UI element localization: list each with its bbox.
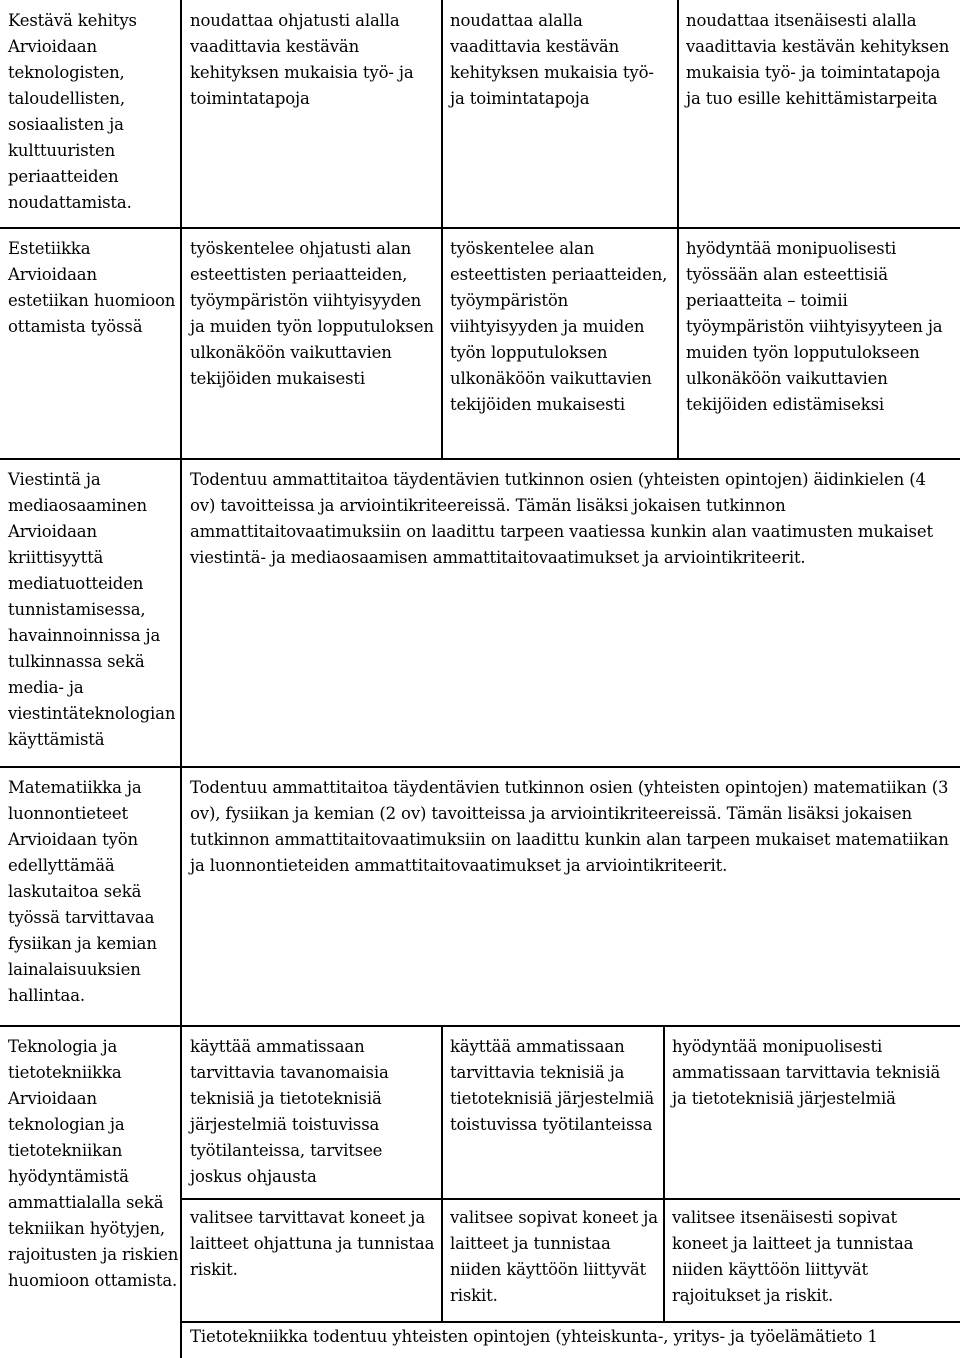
criteria-kiitettava: valitsee itsenäisesti sopivat koneet ja laitteet ja tunnistaa niiden käyttöön liittyvät rajoitukset ja riskit.: [672, 1208, 914, 1305]
area-description: Arvioidaan teknologian ja tietotekniikan hyödyntämistä ammattialalla sekä tekniikan hyötyjen, rajoitusten ja riskien huomioon ottamista.: [8, 1089, 179, 1290]
column-divider: [441, 1027, 443, 1323]
row-divider: [182, 1321, 960, 1323]
row-divider: [182, 1198, 960, 1200]
area-title: Viestintä ja mediaosaaminen: [8, 470, 148, 515]
row-divider: [0, 227, 960, 229]
criteria-tyydyttava: noudattaa ohjatusti alalla vaadittavia kestävän kehityksen mukaisia työ- ja toimintatapoja: [190, 11, 414, 108]
row-divider: [0, 1025, 960, 1027]
area-description: Arvioidaan teknologisten, taloudellisten, sosiaalisten ja kulttuuristen periaatteiden noudattamista.: [8, 37, 132, 212]
matematiikka-note: Todentuu ammattitaitoa täydentävien tutkinnon osien (yhteisten opintojen) matematiikan (3 ov), fysiikan ja kemian (2 ov) tavoitteissa ja arviointikriteereissä. Tämän lisäksi jokaisen tutkinnon ammattitaitovaatimuksiin on laadittu kunkin alan tarpeen mukaiset matematiikan ja luonnontieteiden ammattitaitovaatimukset ja arviointikriteerit.: [190, 778, 949, 875]
area-cell-kestava-kehitys: [8, 8, 180, 216]
criteria-kiitettava: hyödyntää monipuolisesti työssään alan esteettisiä periaatteita – toimii työympäristön viihtyisyyteen ja muiden työn lopputulokseen ulkonäköön vaikuttavien tekijöiden edistämiseksi: [686, 239, 943, 414]
criteria-kiitettava: hyödyntää monipuolisesti ammatissaan tarvittavia teknisiä ja tietoteknisiä järjestelmiä: [672, 1037, 941, 1108]
column-divider: [180, 0, 182, 1358]
criteria-hyva: noudattaa alalla vaadittavia kestävän kehityksen mukaisia työ- ja toimintatapoja: [450, 11, 654, 108]
criteria-hyva: työskentelee alan esteettisten periaatteiden, työympäristön viihtyisyyden ja muiden työn lopputuloksen ulkonäköön vaikuttavien tekijöiden mukaisesti: [450, 239, 668, 414]
area-description: Arvioidaan kriittisyyttä mediatuotteiden tunnistamisessa, havainnoinnissa ja tulkinnassa sekä media- ja viestintäteknologian käyttämistä: [8, 522, 176, 749]
criteria-hyva: käyttää ammatissaan tarvittavia teknisiä ja tietoteknisiä järjestelmiä toistuvissa työtilanteissa: [450, 1037, 655, 1134]
area-title: Teknologia ja tietotekniikka: [8, 1037, 122, 1082]
criteria-tyydyttava: työskentelee ohjatusti alan esteettisten periaatteiden, työympäristön viihtyisyyden ja muiden työn lopputuloksen ulkonäköön vaikuttavien tekijöiden mukaisesti: [190, 239, 434, 388]
area-cell-viestinta: [8, 467, 180, 753]
teknologia-note: Tietotekniikka todentuu yhteisten opintojen (yhteiskunta-, yritys- ja työelämätieto 1: [190, 1327, 878, 1346]
area-cell-estetiikka: [8, 236, 180, 340]
criteria-tyydyttava: valitsee tarvittavat koneet ja laitteet ohjattuna ja tunnistaa riskit.: [190, 1208, 435, 1279]
criteria-tyydyttava: käyttää ammatissaan tarvittavia tavanomaisia teknisiä ja tietoteknisiä järjestelmiä toistuvissa työtilanteissa, tarvitsee joskus ohjausta: [190, 1037, 389, 1186]
area-title: Kestävä kehitys: [8, 11, 137, 30]
area-description: Arvioidaan työn edellyttämää laskutaitoa sekä työssä tarvittavaa fysiikan ja kemian lainalaisuuksien hallintaa.: [8, 830, 157, 1005]
column-divider: [677, 0, 679, 460]
viestinta-note: Todentuu ammattitaitoa täydentävien tutkinnon osien (yhteisten opintojen) äidinkielen (4 ov) tavoitteissa ja arviointikriteereissä. Tämän lisäksi jokaisen tutkinnon ammattitaitovaatimuksiin on laadittu tarpeen vaatiessa kunkin alan vaatimusten mukaiset viestintä- ja mediaosaamisen ammattitaitovaatimukset ja arviointikriteerit.: [190, 470, 933, 567]
area-cell-teknologia: [8, 1034, 180, 1294]
area-cell-matematiikka: [8, 775, 180, 1009]
criteria-kiitettava: noudattaa itsenäisesti alalla vaadittavia kestävän kehityksen mukaisia työ- ja toimintatapoja ja tuo esille kehittämistarpeita: [686, 11, 950, 108]
area-title: Estetiikka: [8, 239, 91, 258]
area-description: Arvioidaan estetiikan huomioon ottamista työssä: [8, 265, 176, 336]
column-divider: [663, 1027, 665, 1323]
area-title: Matematiikka ja luonnontieteet: [8, 778, 142, 823]
column-divider: [441, 0, 443, 460]
row-divider: [0, 458, 960, 460]
row-divider: [0, 766, 960, 768]
criteria-hyva: valitsee sopivat koneet ja laitteet ja tunnistaa niiden käyttöön liittyvät riskit.: [450, 1208, 658, 1305]
